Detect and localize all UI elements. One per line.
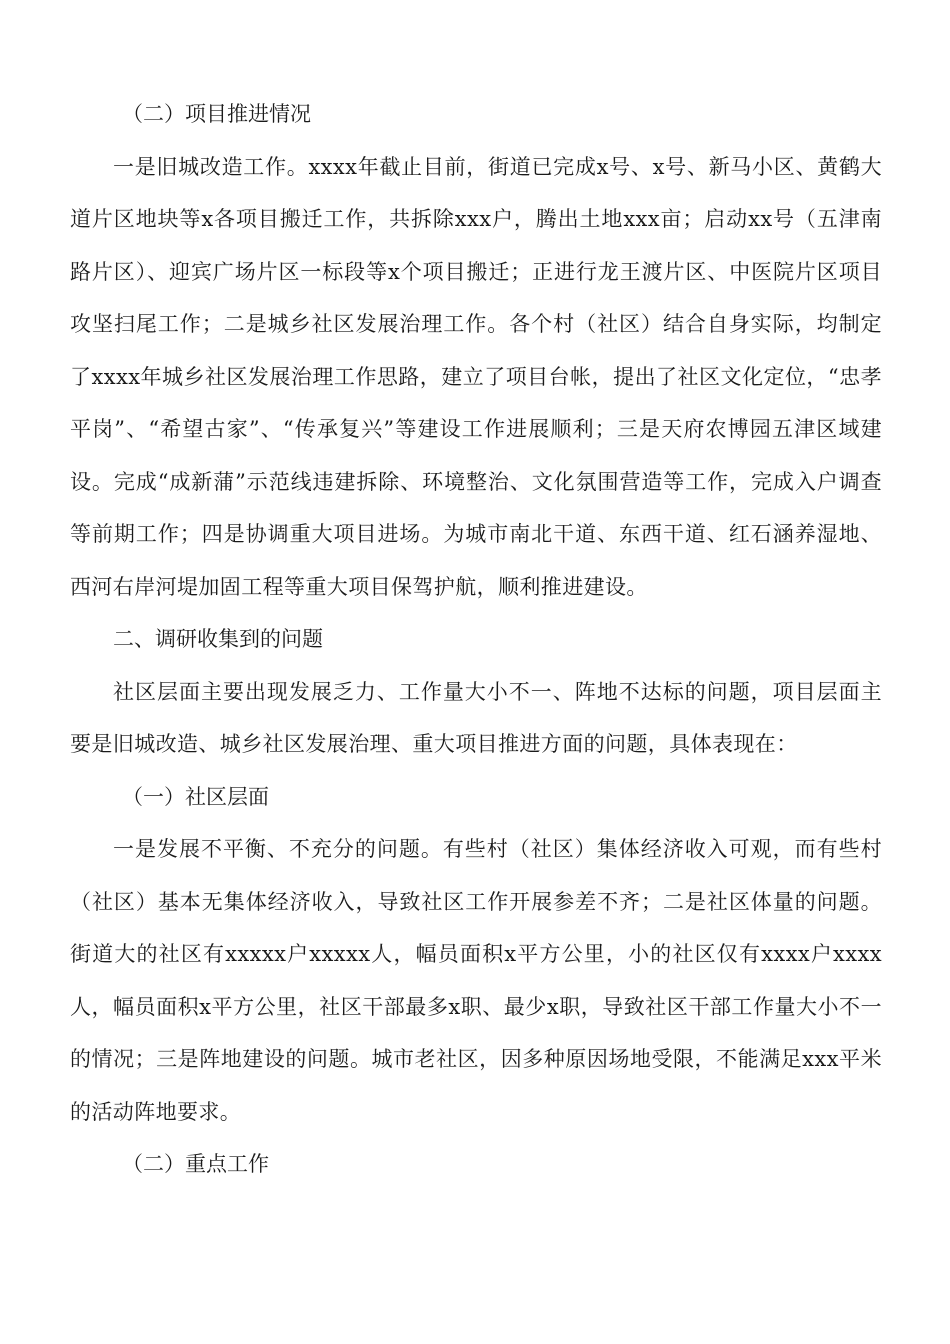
document-body [70,88,882,1191]
section-heading-problems: 二、调研收集到的问题 [113,627,323,651]
section-heading-key-work: （二）重点工作 [122,1152,269,1176]
section-heading-project-progress: （二）项目推进情况 [122,102,311,126]
paragraph-problems-summary: 社区层面主要出现发展乏力、工作量大小不一、阵地不达标的问题，项目层面主要是旧城改造、城乡社区发展治理、重大项目推进方面的问题，具体表现在： [70,679,882,756]
paragraph-project-progress: 一是旧城改造工作。xxxx年截止目前，街道已完成x号、x号、新马小区、黄鹤大道片区地块等x各项目搬迁工作，共拆除xxx户，腾出土地xxx亩；启动xx号（五津南路片区）、迎宾广场片区一标段等x个项目搬迁；正进行龙王渡片区、中医院片区项目攻坚扫尾工作；二是城乡社区发展治理工作。各个村（社区）结合自身实际，均制定了xxxx年城乡社区发展治理工作思路，建立了项目台帐，提出了社区文化定位，“忠孝平岗”、“希望古家”、“传承复兴”等建设工作进展顺利；三是天府农博园五津区域建设。完成“成新蒲”示范线违建拆除、环境整治、文化氛围营造等工作，完成入户调查等前期工作；四是协调重大项目进场。为城市南北干道、东西干道、红石涵养湿地、西河右岸河堤加固工程等重大项目保驾护航，顺利推进建设。 [70,154,882,599]
paragraph-community-level: 一是发展不平衡、不充分的问题。有些村（社区）集体经济收入可观，而有些村（社区）基本无集体经济收入，导致社区工作开展参差不齐；二是社区体量的问题。街道大的社区有xxxxx户xxxxx人，幅员面积x平方公里，小的社区仅有xxxx户xxxx人，幅员面积x平方公里，社区干部最多x职、最少x职，导致社区干部工作量大小不一的情况；三是阵地建设的问题。城市老社区，因多种原因场地受限，不能满足xxx平米的活动阵地要求。 [70,837,882,1124]
section-heading-community-level: （一）社区层面 [122,784,269,809]
